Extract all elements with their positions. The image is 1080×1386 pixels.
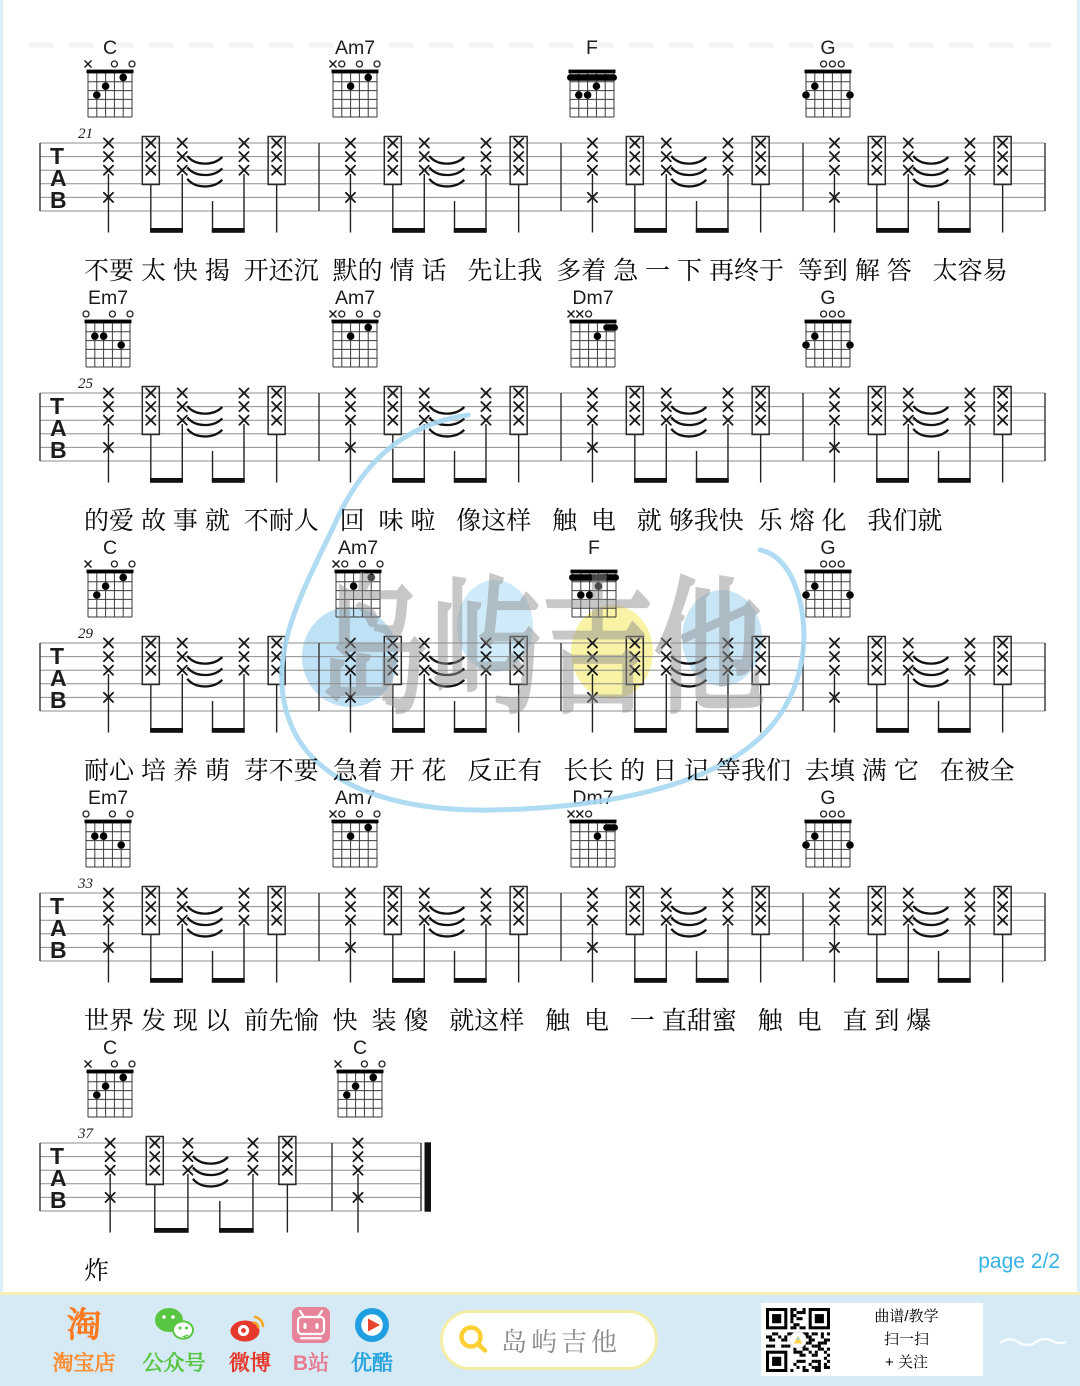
svg-text:Am7: Am7 [334, 37, 376, 59]
weibo-label: 微博 [229, 1352, 271, 1375]
qr-line-2: 扫一扫 [883, 1331, 929, 1348]
taobao-label: 淘宝店 [52, 1352, 116, 1375]
svg-text:25: 25 [78, 376, 93, 392]
svg-text:B: B [50, 937, 67, 963]
svg-text:C: C [352, 1037, 368, 1059]
svg-text:C: C [102, 37, 118, 59]
svg-text:C: C [102, 1037, 118, 1059]
qr-caption [830, 1305, 983, 1374]
page-number: page 2/2 [978, 1250, 1060, 1273]
svg-text:A: A [50, 165, 67, 191]
social-youku[interactable] [324, 1303, 420, 1377]
svg-text:G: G [820, 37, 836, 59]
svg-text:B: B [50, 187, 67, 213]
svg-text:B: B [50, 687, 67, 713]
svg-text:T: T [50, 1143, 65, 1169]
bilibili-label: B站 [292, 1352, 330, 1375]
svg-text:F: F [588, 537, 600, 559]
svg-text:Am7: Am7 [334, 787, 376, 809]
svg-text:Dm7: Dm7 [572, 287, 614, 309]
svg-text:T: T [50, 393, 65, 419]
svg-text:G: G [820, 537, 836, 559]
qr-line-1: 曲谱/教学 [874, 1308, 939, 1325]
youku-icon [324, 1303, 420, 1347]
svg-text:B: B [50, 1187, 67, 1213]
svg-text:C: C [102, 537, 118, 559]
svg-text:Em7: Em7 [87, 287, 129, 309]
svg-text:A: A [50, 915, 67, 941]
footer-bar [0, 1292, 1080, 1386]
svg-text:Em7: Em7 [87, 787, 129, 809]
brand-name: 岛屿吉他 [501, 1326, 622, 1357]
svg-text:T: T [50, 143, 65, 169]
wechat-label: 公众号 [142, 1352, 206, 1375]
youku-label: 优酷 [351, 1352, 393, 1375]
svg-text:Am7: Am7 [334, 287, 376, 309]
svg-text:A: A [50, 415, 67, 441]
svg-text:37: 37 [78, 1126, 93, 1142]
lyrics-line-1: 不要 太 快 揭 开还沉 默的 情 话 先让我 多着 急 一 下 再终于 等到 解 答 太容易 [84, 257, 1008, 285]
svg-text:T: T [50, 643, 65, 669]
social-taobao[interactable] [36, 1303, 132, 1377]
lyrics-line-2: 的爱 故 事 就 不耐人 回 味 啦 像这样 触 电 就 够我快 乐 熔 化 我们就 [84, 507, 943, 535]
watermark-text: 岛屿吉他 [318, 567, 765, 732]
qr-code [766, 1308, 830, 1372]
qr-follow-card[interactable] [761, 1303, 983, 1376]
taobao-icon: 淘 [66, 1305, 102, 1345]
lyrics-line-5: 炸 [84, 1257, 110, 1285]
svg-text:T: T [50, 893, 65, 919]
search-icon [457, 1323, 491, 1357]
svg-text:Dm7: Dm7 [572, 787, 614, 809]
svg-text:G: G [820, 287, 836, 309]
svg-text:A: A [50, 1165, 67, 1191]
svg-text:29: 29 [78, 626, 93, 642]
lyrics-line-3: 耐心 培 养 萌 芽不要 急着 开 花 反正有 长长 的 日 记 等我们 去填 满 它 在被全 [84, 757, 1015, 785]
svg-text:Am7: Am7 [337, 537, 379, 559]
svg-text:21: 21 [78, 126, 93, 142]
lyrics-line-4: 世界 发 现 以 前先愉 快 装 傻 就这样 触 电 一 直甜蜜 触 电 直 到 爆 [84, 1007, 932, 1035]
svg-text:F: F [586, 37, 598, 59]
svg-text:A: A [50, 665, 67, 691]
svg-text:33: 33 [78, 876, 93, 892]
brand-search-pill[interactable] [440, 1310, 658, 1370]
paper-fold-squiggle [998, 1335, 1068, 1349]
svg-text:G: G [820, 787, 836, 809]
svg-text:B: B [50, 437, 67, 463]
qr-line-3: + 关注 [885, 1354, 928, 1371]
